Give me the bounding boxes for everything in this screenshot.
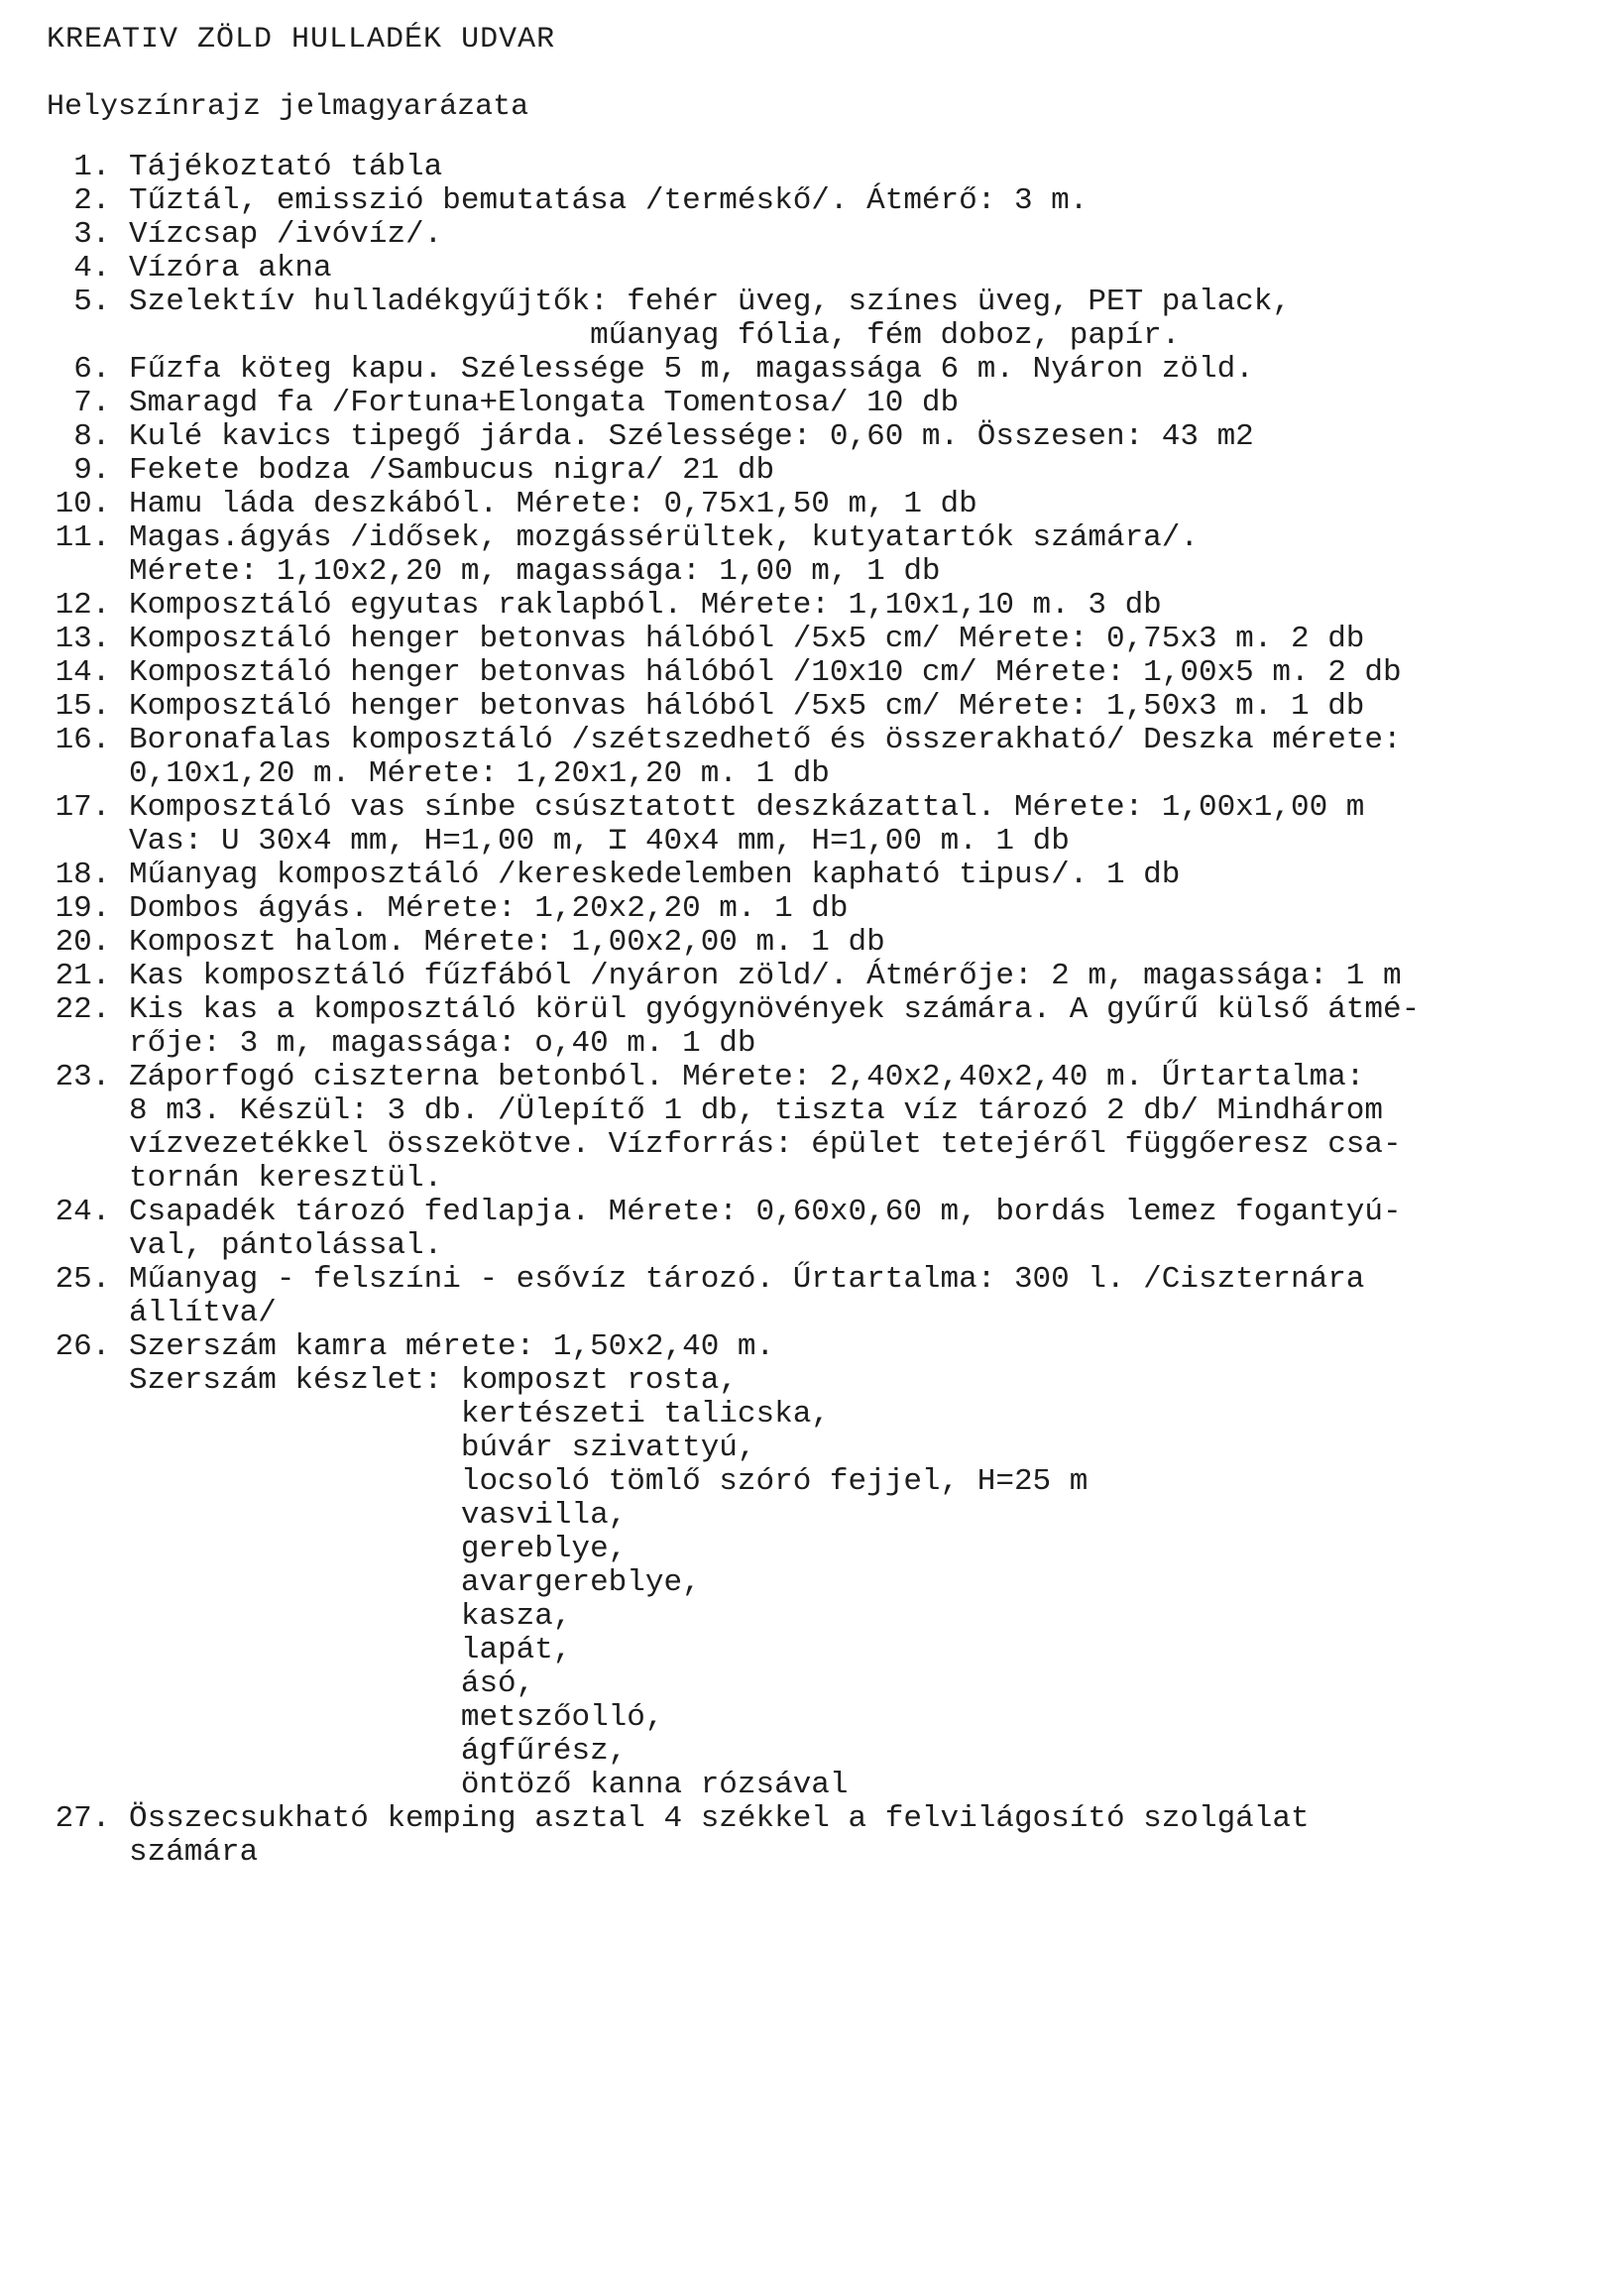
legend-item-line: Hamu láda deszkából. Mérete: 0,75x1,50 m, 1 db [129,487,977,521]
legend-item-line: Záporfogó ciszterna betonból. Mérete: 2,40x2,40x2,40 m. Űrtartalma: [129,1060,1365,1094]
legend-item [0,488,1608,521]
legend-item-text [129,589,1608,623]
legend-item [0,724,1608,791]
legend-item-line: Komposztáló henger betonvas hálóból /10x10 cm/ Mérete: 1,00x5 m. 2 db [129,655,1402,690]
legend-item-line: ásó, [129,1666,535,1701]
legend-item [0,353,1608,387]
legend-item-text [129,656,1608,690]
legend-item-text [129,623,1608,656]
legend-item-number: 17. [55,790,129,825]
legend-item-text [129,1196,1608,1263]
legend-item-line: vízvezetékkel összekötve. Vízforrás: épület tetejéről függőeresz csa- [129,1127,1402,1162]
legend-item-text [129,286,1608,353]
legend-item-text [129,252,1608,286]
legend-item-number: 25. [55,1262,129,1297]
legend-item [0,960,1608,993]
legend-item-number: 9. [73,453,129,488]
legend-item-line: Műanyag komposztáló /kereskedelemben kapható tipus/. 1 db [129,858,1181,892]
legend-item-line: állítva/ [129,1296,277,1330]
legend-item [0,623,1608,656]
legend-item-number: 14. [55,655,129,690]
legend-item-line: Összecsukható kemping asztal 4 székkel a felvilágosító szolgálat [129,1801,1310,1836]
legend-item-text [129,454,1608,488]
legend-item-text [129,184,1608,218]
legend-item-number: 4. [73,251,129,286]
legend-item-text [129,488,1608,521]
legend-item-text [129,420,1608,454]
legend-item-number: 11. [55,520,129,555]
legend-item-line: kertészeti talicska, [129,1397,830,1432]
legend-item [0,218,1608,252]
legend-item [0,892,1608,926]
legend-item-text [129,892,1608,926]
legend-item-line: Kulé kavics tipegő járda. Szélessége: 0,60 m. Összesen: 43 m2 [129,419,1254,454]
legend-item-text [129,1061,1608,1196]
legend-item-line: Komposzt halom. Mérete: 1,00x2,00 m. 1 db [129,925,885,960]
legend-item-line: 0,10x1,20 m. Mérete: 1,20x1,20 m. 1 db [129,756,830,791]
legend-item-number: 23. [55,1060,129,1094]
legend-item-line: rője: 3 m, magassága: o,40 m. 1 db [129,1026,756,1061]
legend-item [0,1061,1608,1196]
legend-item [0,656,1608,690]
legend-item-line: Magas.ágyás /idősek, mozgássérültek, kutyatartók számára/. [129,520,1199,555]
legend-item-text [129,1802,1608,1870]
legend-item-line: Komposztáló henger betonvas hálóból /5x5 cm/ Mérete: 1,50x3 m. 1 db [129,689,1365,724]
legend-item [0,589,1608,623]
legend-item-number: 6. [73,352,129,387]
legend-item-line: Vízóra akna [129,251,332,286]
legend-item-line: Kis kas a komposztáló körül gyógynövények számára. A gyűrű külső átmé- [129,992,1421,1027]
legend-item-line: Fekete bodza /Sambucus nigra/ 21 db [129,453,775,488]
legend-item [0,420,1608,454]
legend-item [0,859,1608,892]
legend-item-line: gereblye, [129,1532,628,1566]
legend-item-line: Csapadék tározó fedlapja. Mérete: 0,60x0,60 m, bordás lemez fogantyú- [129,1195,1402,1229]
legend-item-line: Komposztáló henger betonvas hálóból /5x5 cm/ Mérete: 0,75x3 m. 2 db [129,622,1365,656]
legend-item-number: 1. [73,150,129,184]
legend-item-number: 20. [55,925,129,960]
legend-item-line: ágfűrész, [129,1734,628,1769]
legend-item-line: tornán keresztül. [129,1161,443,1196]
legend-item-line: Kas komposztáló fűzfából /nyáron zöld/. Átmérője: 2 m, magassága: 1 m [129,959,1402,993]
legend-item [0,1330,1608,1802]
legend-item-number: 22. [55,992,129,1027]
legend-item-text [129,960,1608,993]
legend-item-line: Mérete: 1,10x2,20 m, magassága: 1,00 m, 1 db [129,554,941,589]
legend-item-text [129,218,1608,252]
legend-item-text [129,690,1608,724]
legend-item-line: locsoló tömlő szóró fejjel, H=25 m [129,1464,1089,1499]
legend-item-line: Tűztál, emisszió bemutatása /terméskő/. Átmérő: 3 m. [129,183,1089,218]
legend-item-number: 18. [55,858,129,892]
legend-item-line: 8 m3. Készül: 3 db. /Ülepítő 1 db, tiszta víz tározó 2 db/ Mindhárom [129,1093,1384,1128]
legend-item-number: 10. [55,487,129,521]
legend-item-line: vasvilla, [129,1498,628,1533]
legend-item [0,151,1608,184]
legend-item-line: Szerszám kamra mérete: 1,50x2,40 m. [129,1329,775,1364]
legend-item-text [129,151,1608,184]
legend-item-text [129,1330,1608,1802]
legend-item-line: kasza, [129,1599,572,1634]
legend-item-line: Tájékoztató tábla [129,150,443,184]
legend-item-number: 3. [73,217,129,252]
legend-item-text [129,724,1608,791]
legend-item-line: lapát, [129,1633,572,1667]
legend-item-line: Smaragd fa /Fortuna+Elongata Tomentosa/ 10 db [129,386,960,420]
legend-item-line: öntöző kanna rózsával [129,1768,849,1802]
legend-item [0,993,1608,1061]
legend-item-line: Szelektív hulladékgyűjtők: fehér üveg, színes üveg, PET palack, [129,285,1291,319]
legend-item-text [129,1263,1608,1330]
legend-item-text [129,387,1608,420]
legend-item-number: 26. [55,1329,129,1364]
legend-item-line: Szerszám készlet: komposzt rosta, [129,1363,738,1398]
legend-item-text [129,993,1608,1061]
legend-item [0,387,1608,420]
legend-item-line: val, pántolással. [129,1228,443,1263]
legend-item-line: Komposztáló vas sínbe csúsztatott deszkázattal. Mérete: 1,00x1,00 m [129,790,1365,825]
legend-item-line: Műanyag - felszíni - esővíz tározó. Űrtartalma: 300 l. /Ciszternára [129,1262,1365,1297]
legend-list [0,151,1608,1870]
legend-item [0,926,1608,960]
legend-item-text [129,791,1608,859]
legend-item-line: Fűzfa köteg kapu. Szélessége 5 m, magassága 6 m. Nyáron zöld. [129,352,1254,387]
legend-item-text [129,926,1608,960]
legend-item-number: 2. [73,183,129,218]
legend-item [0,454,1608,488]
legend-item-line: számára [129,1835,259,1870]
legend-item-line: Boronafalas komposztáló /szétszedhető és összerakható/ Deszka mérete: [129,723,1402,757]
legend-item-number: 13. [55,622,129,656]
legend-item-text [129,521,1608,589]
document-subtitle: Helyszínrajz jelmagyarázata [47,90,529,124]
legend-item-line: Komposztáló egyutas raklapból. Mérete: 1,10x1,10 m. 3 db [129,588,1162,623]
document-title: KREATIV ZÖLD HULLADÉK UDVAR [47,23,556,57]
legend-item [0,1263,1608,1330]
legend-item-line: avargereblye, [129,1565,701,1600]
legend-item-line: Vízcsap /ivóvíz/. [129,217,443,252]
legend-item-line: metszőolló, [129,1700,664,1735]
legend-item-number: 15. [55,689,129,724]
legend-item-line: Dombos ágyás. Mérete: 1,20x2,20 m. 1 db [129,891,849,926]
legend-item [0,286,1608,353]
legend-item-number: 27. [55,1801,129,1836]
legend-item [0,1196,1608,1263]
legend-item-text [129,353,1608,387]
legend-item [0,791,1608,859]
legend-item-text [129,859,1608,892]
legend-item-line: Vas: U 30x4 mm, H=1,00 m, ⌶ 40x4 mm, H=1,00 m. 1 db [129,824,1070,859]
legend-item-number: 21. [55,959,129,993]
legend-item-number: 24. [55,1195,129,1229]
legend-item [0,252,1608,286]
legend-item [0,184,1608,218]
legend-item-number: 5. [73,285,129,319]
legend-item [0,1802,1608,1870]
legend-item-number: 7. [73,386,129,420]
legend-item [0,521,1608,589]
legend-item-number: 16. [55,723,129,757]
legend-item-number: 8. [73,419,129,454]
legend-item-line: búvár szivattyú, [129,1431,756,1465]
legend-item [0,690,1608,724]
legend-item-number: 12. [55,588,129,623]
legend-item-number: 19. [55,891,129,926]
legend-item-line: műanyag fólia, fém doboz, papír. [129,318,1181,353]
